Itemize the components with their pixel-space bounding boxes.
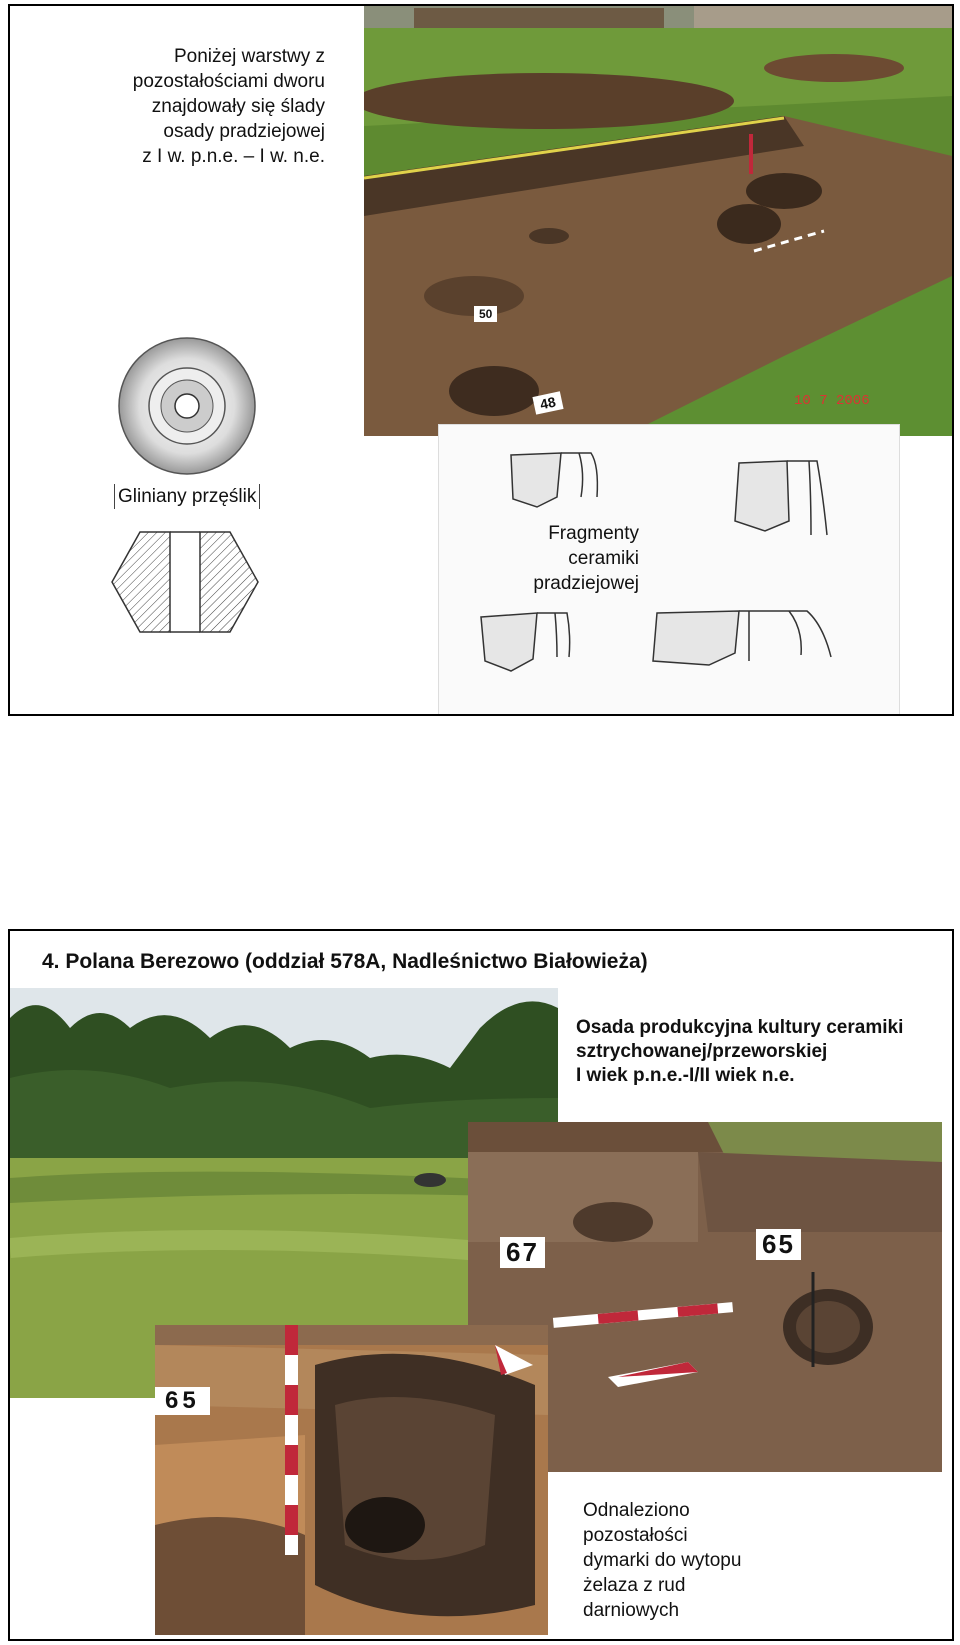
slide-excavation-findings [8,4,954,716]
marker-label: 50 [474,306,497,322]
bloomery-description: Odnaleziono pozostałości dymarki do wytopu żelaza z rud darniowych [583,1500,742,1621]
whorl-caption: Gliniany przęślik [114,484,260,509]
marker-label: 48 [532,391,563,414]
marker-label: 67 [500,1237,545,1268]
marker-label: 65 [756,1229,801,1260]
ceramic-fragments-panel [438,424,900,716]
excavation-photo [364,6,952,436]
intro-text: Poniżej warstwy z pozostałościami dworu znajdowały się ślady osady pradziejowej z I w. p.n.e. – I w. n.e. [132,46,325,167]
bloomery-furnace-photo [155,1325,548,1635]
slide-polana-berezowo [8,929,954,1641]
ceramics-caption: Fragmenty ceramiki pradziejowej [533,523,639,594]
svg-text:10 7 2006: 10 7 2006 [794,393,870,409]
slide-title: 4. Polana Berezowo (oddział 578A, Nadleśnictwo Białowieża) [42,950,648,973]
spindle-whorl-top-view [112,336,262,476]
spindle-whorl-section [110,528,260,636]
marker-label: 65 [155,1387,210,1415]
settlement-description: Osada produkcyjna kultury ceramiki sztrychowanej/przeworskiej I wiek p.n.e.-I/II wiek n.e. [576,1017,904,1086]
